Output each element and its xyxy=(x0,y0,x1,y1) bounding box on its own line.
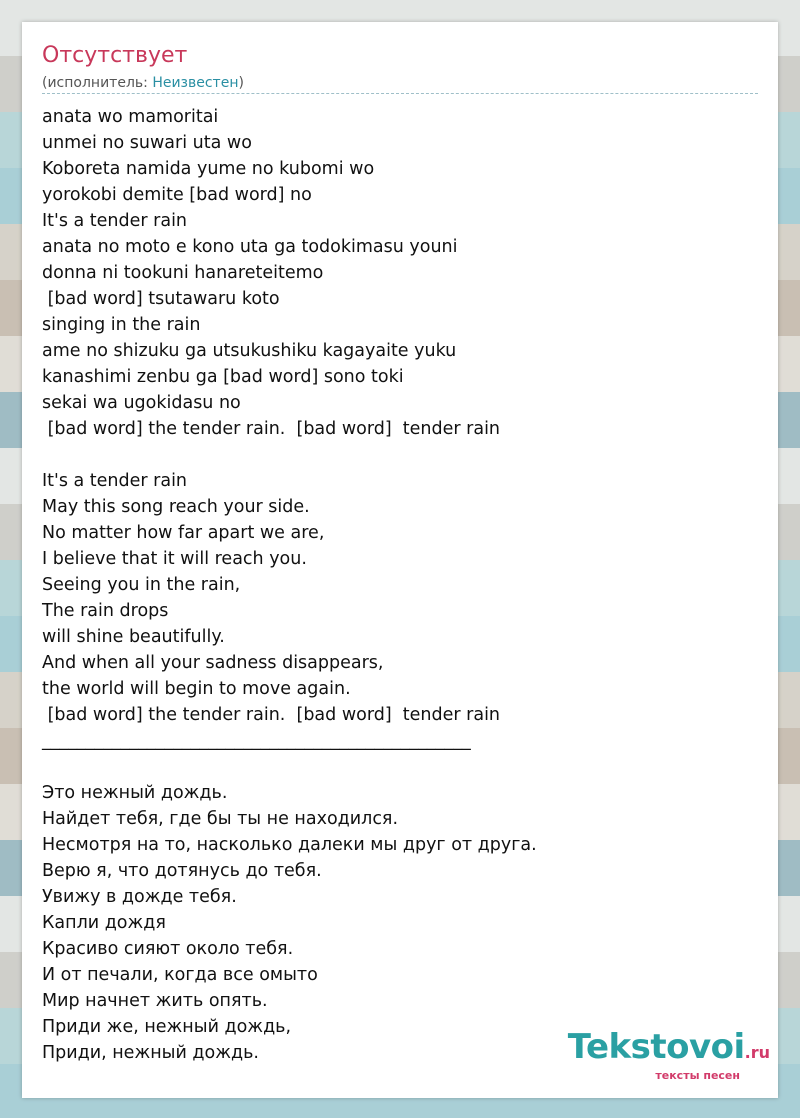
lyric-line: kanashimi zenbu ga [bad word] sono toki xyxy=(42,367,404,387)
lyric-line: [bad word] the tender rain. [bad word] tender rain xyxy=(42,705,501,725)
lyric-line: The rain drops xyxy=(42,601,169,621)
lyric-line: Увижу в дожде тебя. xyxy=(42,887,237,907)
artist-line xyxy=(42,74,244,92)
lyric-line: Koboreta namida yume no kubomi wo xyxy=(42,159,375,179)
lyric-line: It's a tender rain xyxy=(42,471,188,491)
lyric-line: Несмотря на то, насколько далеки мы друг от друга. xyxy=(42,835,537,855)
lyrics-body xyxy=(42,104,758,1066)
artist-prefix: (исполнитель: xyxy=(42,75,153,91)
lyric-line xyxy=(42,442,758,468)
lyric-line: ame no shizuku ga utsukushiku kagayaite yuku xyxy=(42,341,457,361)
lyric-line: anata wo mamoritai xyxy=(42,107,219,127)
lyric-line: Приди же, нежный дождь, xyxy=(42,1017,292,1037)
lyric-line: yorokobi demite [bad word] no xyxy=(42,185,312,205)
lyric-line: I believe that it will reach you. xyxy=(42,549,307,569)
logo-tld: .ru xyxy=(744,1043,770,1062)
lyric-line: Красиво сияют около тебя. xyxy=(42,939,294,959)
logo-brand xyxy=(568,1029,770,1071)
artist-link[interactable]: Неизвестен xyxy=(152,75,239,91)
lyric-line: donna ni tookuni hanareteitemo xyxy=(42,263,324,283)
lyric-line: Верю я, что дотянусь до тебя. xyxy=(42,861,322,881)
lyric-line: Мир начнет жить опять. xyxy=(42,991,268,1011)
lyric-line: Найдет тебя, где бы ты не находился. xyxy=(42,809,399,829)
lyrics-sheet xyxy=(22,22,778,1098)
logo-brand-text: Tekstovoi xyxy=(567,1027,745,1067)
site-logo[interactable] xyxy=(568,1029,770,1082)
lyric-line: sekai wa ugokidasu no xyxy=(42,393,241,413)
lyric-line: Seeing you in the rain, xyxy=(42,575,241,595)
lyric-line: the world will begin to move again. xyxy=(42,679,351,699)
lyric-line xyxy=(42,754,758,780)
lyric-line: И от печали, когда все омыто xyxy=(42,965,318,985)
lyric-line: singing in the rain xyxy=(42,315,201,335)
lyric-line: _________________________________________________ xyxy=(42,731,471,751)
lyric-line: [bad word] tsutawaru koto xyxy=(42,289,280,309)
lyric-line: It's a tender rain xyxy=(42,211,188,231)
lyric-line: Приди, нежный дождь. xyxy=(42,1043,259,1063)
logo-tagline: тексты песен xyxy=(655,1069,740,1082)
lyric-line: Это нежный дождь. xyxy=(42,783,228,803)
song-title: Отсутствует xyxy=(42,43,188,68)
lyric-line: Капли дождя xyxy=(42,913,166,933)
lyric-line: And when all your sadness disappears, xyxy=(42,653,384,673)
lyric-line: anata no moto e kono uta ga todokimasu youni xyxy=(42,237,458,257)
lyric-line: will shine beautifully. xyxy=(42,627,225,647)
artist-suffix: ) xyxy=(238,75,244,91)
lyric-line: May this song reach your side. xyxy=(42,497,310,517)
lyric-line: No matter how far apart we are, xyxy=(42,523,325,543)
lyric-line: [bad word] the tender rain. [bad word] tender rain xyxy=(42,419,501,439)
lyric-line: unmei no suwari uta wo xyxy=(42,133,252,153)
header-divider xyxy=(42,93,758,94)
